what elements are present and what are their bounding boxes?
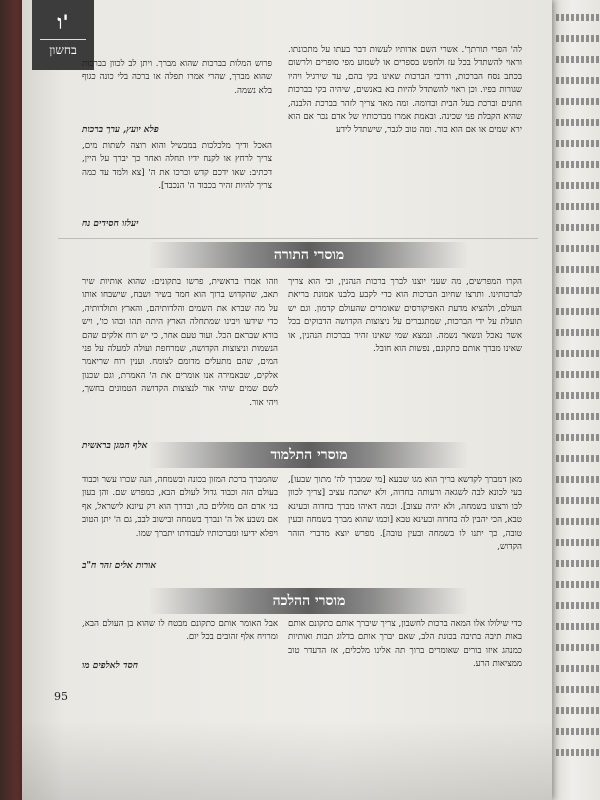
talmud-right-text: מאן דמברך לקדשא בריך הוא מגו שבעא [מי שמברך לה' מתוך שבעו], בעי לכונא לבה לשגאה ורעותה בחדוה, ולא ישתכח עציב [צריך לכוון לבו ורצונו בשמחה, ולא יהיה עצוב]. וכמה דאיהו מברך בחדוה ובעינא טבא, הכי יהבין לה בחדוה ובעינא טבא [וכמו שהוא מברך בשמחה ובעין טובה, כך יתנו לו בשמחה ובעין טובה]. מפרש יוצא מדברי הזהר הקדוש, xyxy=(288,475,522,553)
torah-left-column xyxy=(82,276,278,436)
torah-right-text: הקרו המפרשים, מה שעני יוצנו לברך ברכות הנהנין, וכי הוא צריך לברכותינו. ותרצו שחיוב הברכות הוא כדי לקבע בלבנו אמונת בריאת העולם, ולהציא מדעת האפיקורסים שאומרים שהעולם קדמון. וגם יש תועלת על ידי הברכות, שמתגברים על ניצוצות הקדושה הדבוקים בכל אשר נאכל ונשאר נשמה. ונמצא שמי שאינו זהיר בברכות הנהנין, או שאינו מברך אותם כתקונם, נפשות הוא חובל. xyxy=(288,277,522,355)
top-left-paragraph-2 xyxy=(82,140,272,212)
section-divider xyxy=(58,238,538,239)
halacha-source: חסד לאלפים מו xyxy=(82,661,139,671)
talmud-source: אורות אלים זהר ח"ב xyxy=(82,561,157,571)
talmud-left-column xyxy=(82,474,278,554)
top-right-paragraph: לה' הפרי תורתך'. אשרי השם אדותיו לעשות דבר בעתו על מתכונתו. וראוי להשתדל בכל עז ולחפש בספרים או לשמוע מפי סופרים ולרשום בכתב נסח הברכות, ודרכי הברכות שאינו בקי בהם, עד שירגיל ויהיו שגורות בפיו. וכן ראוי להשתדל להיות בא באנשים, שיהיה בקי בברכות חתנים וברכת בעל הבית ובדומה. ומה מאד צריך לזהר בברכת הלבנה, שהיא הקבלת פני שכינה. ובאמת אמרו מברכותיו של אדם נכר אם הוא ירא שמים או אם הוא בור. ומה טוב לגבר, שישתדל לידע xyxy=(288,45,522,136)
section-banner-halacha: מוסרי ההלכה xyxy=(150,588,468,614)
torah-source: אלף המגן בראשית xyxy=(82,441,148,451)
top-left-source-1: פלא יועץ, ערך ברכות xyxy=(82,125,159,135)
torah-left-text: וזהו אמרו בראשית, פרשו בתקונים: שהוא אותיות שיר תאב, שהקדוש ברוך הוא חמד בשיר ושבח, שישבחו אותו על מה שברא את השמים והלדותיהם, והארץ ותולדותיה, כדי שידעו ויבינו שמתחלה הארץ היתה תהו ובהו כו', ויש בורא שבראם הכל. ועוד טעם אחר, כי יש רוח אלקים שהם הנשמות וניצוצות הקדושה, שמרחפת ועולה למעלה על פני המים, שהם מתעלים מדומם לצומח. וענין רוח שריאמר אלקים, שבאמירה אנו אומרים את ה' האמרת, וגם שכנון לשם שמים שיהי אור לנצוצות הקדושה הטמונים בחשך, ויהי אור. xyxy=(82,277,278,408)
top-left-text-1: פרוש המלות בברכות שהוא מברך. ויתן לב לכוון בברכות שהוא מברך, שהרי אמרו תפלה או ברכה בלי כונה כגוף בלא נשמה. xyxy=(82,59,272,96)
top-right-column xyxy=(288,44,522,232)
date-month: בחשון xyxy=(40,39,86,58)
halacha-left-text: אבל האומר אותם כתקונם מבטח לו שהוא בן העולם הבא, ומרויח אלף זהובים בכל יום. xyxy=(82,619,278,643)
top-left-paragraph-1 xyxy=(82,58,272,116)
page-shadow xyxy=(22,720,552,800)
talmud-left-text: שהמברך ברכת המזון בכונה ובשמחה, הנה שכרו עשר וכבוד בעולם הזה וכבוד גדול לעולם הבא, כמפרש שם. והן בעון בני אדם הם מזללים בה, ובדרך הוא רק עיונא לישראל, אף אם נשבע אל ה' ונברך בשמחה ובישוב לבב, גם ה' יתן הטוב ויפלא ידיעו ומברכותיו לעבודתו יתברך שמו. xyxy=(82,475,278,539)
page-number: 95 xyxy=(54,690,68,703)
adjacent-page xyxy=(548,0,600,800)
halacha-left-column xyxy=(82,618,278,654)
section-banner-talmud: מוסרי התלמוד xyxy=(150,442,468,468)
top-left-text-2: האכל ודיך מלכלכות במבשיל והוא רוצה לשתות מים, צריך לרחץ או לקנח ידיו תחלה ואחר כך יברך על היין, דכתיב: שאו ידכם קדש וברכו את ה' [צא ולמד עד כמה צריך להיות זהיר בכבוד ה' הנכבד]. xyxy=(82,141,272,192)
date-day: ו' xyxy=(57,10,69,34)
section-banner-torah: מוסרי התורה xyxy=(150,242,468,268)
halacha-right-text: כדי שילולו אלו המאה ברכות לחשבון, צריך שיברך אותם כתקונם אותם באות תיבה בתיבה בכונת הלב, שאם יברך אותם בדלוג תבות ואותיות כמנהג איזו בורים שאומרים ברוך תה אלינו מלכלים, אז הדעדר טוב ממציאות הרע. xyxy=(288,619,522,670)
book-page xyxy=(22,0,552,800)
halacha-right-column xyxy=(288,618,522,686)
top-left-source-2: יעלזו חסידים נח xyxy=(82,219,139,229)
torah-right-column xyxy=(288,276,522,412)
talmud-right-column xyxy=(288,474,522,578)
